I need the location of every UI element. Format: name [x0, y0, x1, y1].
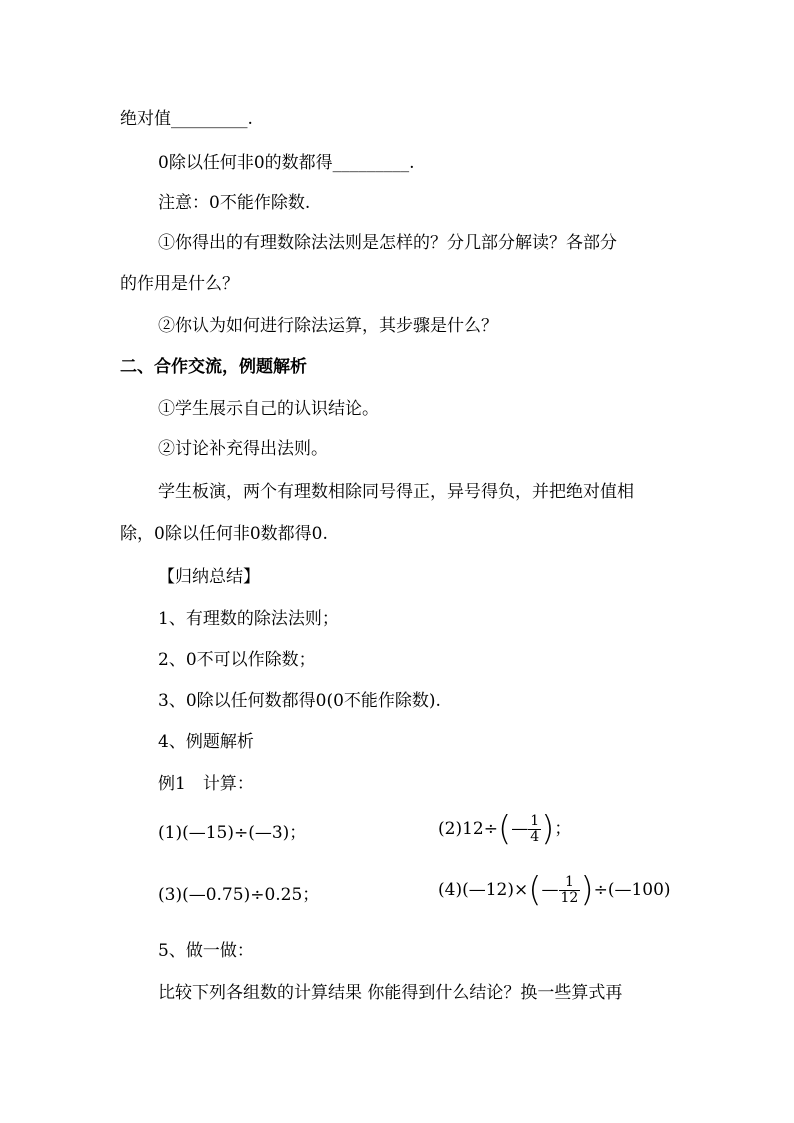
text-line: 0除以任何非0的数都得_________.: [158, 153, 415, 173]
example-3: (3)(—0.75)÷0.25；: [158, 885, 320, 905]
fraction-denominator: 12: [560, 889, 579, 906]
text-line: 例1 计算：: [158, 774, 254, 794]
example-2-suffix: ；: [554, 819, 572, 839]
right-paren: ): [541, 809, 555, 849]
example-1: (1)(—15)÷(—3)；: [158, 823, 307, 843]
minus-sign: —: [541, 880, 559, 900]
text-line: ②讨论补充得出法则。: [158, 439, 328, 459]
example-4: [438, 870, 671, 910]
right-paren: ): [580, 870, 594, 910]
section-heading: 二、合作交流，例题解析: [120, 357, 307, 377]
fraction-denominator: 4: [530, 828, 540, 845]
text-line: 【归纳总结】: [158, 567, 260, 587]
text-line: ②你认为如何进行除法运算，其步骤是什么？: [158, 316, 498, 336]
minus-sign: —: [511, 819, 529, 839]
text-line: 学生板演，两个有理数相除同号得正，异号得负，并把绝对值相: [158, 482, 634, 502]
example-4-prefix: (4)(—12)×: [438, 880, 529, 900]
text-line: 3、0除以任何数都得0(0不能作除数).: [158, 691, 441, 711]
text-line: 4、例题解析: [158, 732, 254, 752]
text-line: 5、做一做：: [158, 941, 254, 961]
text-line: 绝对值_________.: [120, 109, 253, 129]
fraction-numerator: 1: [530, 812, 540, 829]
fraction-numerator: 1: [559, 875, 581, 891]
example-4-suffix: ÷(—100): [593, 880, 671, 900]
text-line: ①学生展示自己的认识结论。: [158, 399, 379, 419]
text-line: 除，0除以任何非0数都得0.: [120, 524, 328, 544]
left-paren: (: [497, 809, 512, 849]
text-line: 比较下列各组数的计算结果 你能得到什么结论？换一些算式再: [158, 983, 623, 1003]
fraction: [559, 875, 581, 906]
left-paren: (: [528, 870, 542, 910]
text-line: 1、有理数的除法法则；: [158, 609, 339, 629]
text-line: 注意：0不能作除数.: [158, 193, 311, 213]
text-line: 2、0不可以作除数；: [158, 650, 316, 670]
text-line: ①你得出的有理数除法法则是怎样的？分几部分解读？各部分: [158, 233, 617, 253]
text-line: 的作用是什么？: [120, 274, 239, 294]
example-2: [438, 809, 572, 849]
example-2-prefix: (2)12÷: [438, 819, 498, 839]
fraction: [528, 814, 541, 845]
